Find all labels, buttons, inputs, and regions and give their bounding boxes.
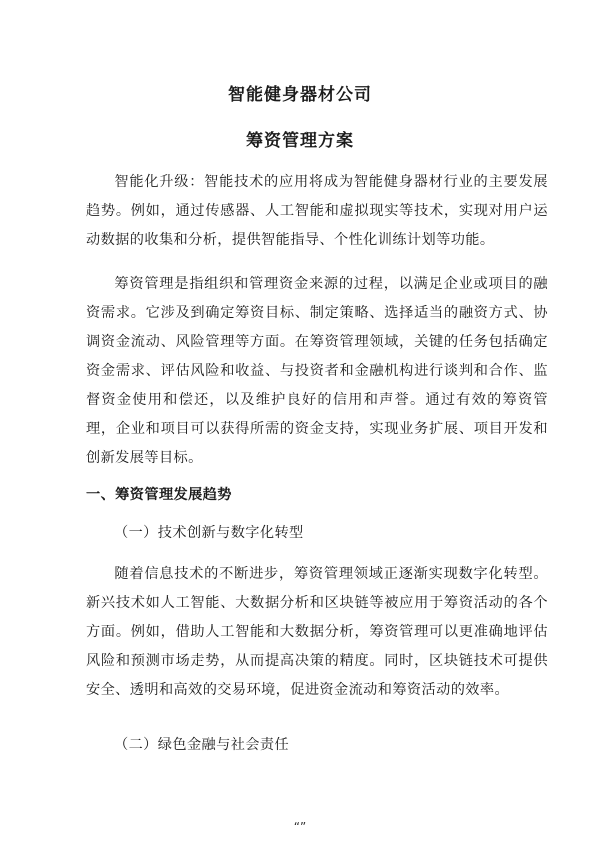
section-heading: 一、筹资管理发展趋势 bbox=[86, 487, 232, 503]
subsection-heading-tech-innovation: （一）技术创新与数字化转型 bbox=[114, 525, 304, 541]
company-title: 智能健身器材公司 bbox=[228, 85, 372, 105]
subsection-paragraph-tech-innovation: 随着信息技术的不断进步，筹资管理领域正逐渐实现数字化转型。新兴技术如人工智能、大数据分析和区块链等被应用于筹资活动的各个方面。例如，借助人工智能和大数据分析，筹资管理可以更准确地评估风险和预测市场走势，从而提高决策的精度。同时，区块链技术可提供安全、透明和高效的交易环境，促进资金流动和筹资活动的效率。 bbox=[86, 566, 548, 698]
intro-paragraph-financing-management: 筹资管理是指组织和管理资金来源的过程，以满足企业或项目的融资需求。它涉及到确定筹资目标、制定策略、选择适当的融资方式、协调资金流动、风险管理等方面。在筹资管理领域，关键的任务包括确定资金需求、评估风险和收益、与投资者和金融机构进行谈判和合作、监督资金使用和偿还，以及维护良好的信用和声誉。通过有效的筹资管理，企业和项目可以获得所需的资金支持，实现业务扩展、项目开发和创新发展等目标。 bbox=[86, 276, 548, 466]
plan-title: 筹资管理方案 bbox=[246, 131, 354, 151]
subsection-heading-green-finance: （二）绿色金融与社会责任 bbox=[114, 737, 290, 753]
intro-paragraph-smart-upgrade: 智能化升级：智能技术的应用将成为智能健身器材行业的主要发展趋势。例如，通过传感器、人工智能和虚拟现实等技术，实现对用户运动数据的收集和分析，提供智能指导、个性化训练计划等功能。 bbox=[86, 174, 548, 248]
page-number: “” bbox=[293, 820, 307, 834]
